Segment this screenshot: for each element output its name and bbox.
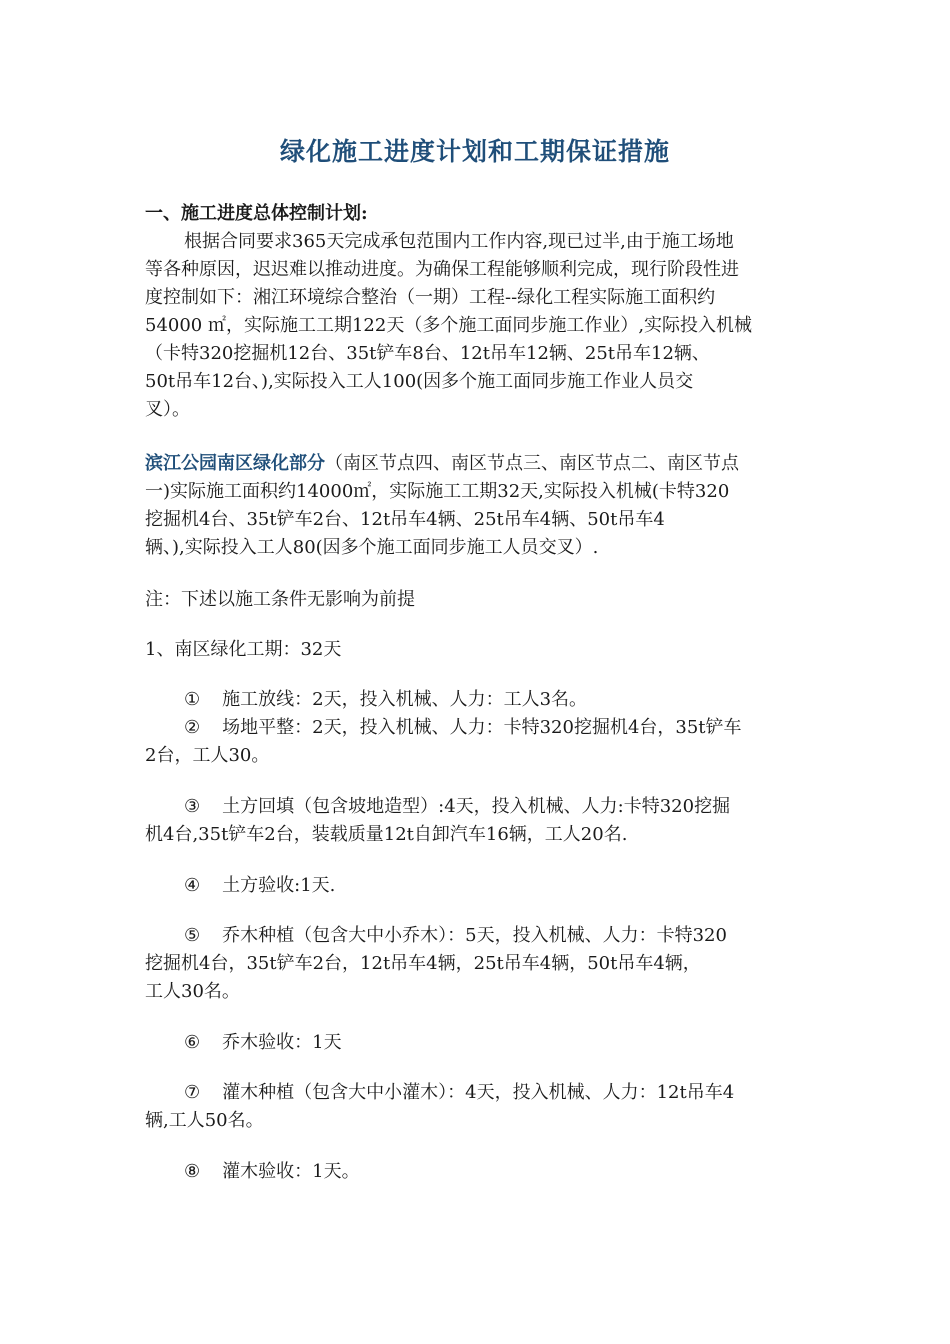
step-text: 乔木种植（包含大中小乔木）：5天，投入机械、人力：卡特320 — [222, 925, 727, 946]
step-text: 场地平整：2天，投入机械、人力：卡特320挖掘机4台，35t铲车 — [222, 717, 742, 738]
step-text: 灌木验收：1天。 — [222, 1161, 360, 1182]
step-item — [184, 714, 742, 742]
paragraph-line: 辆、),实际投入工人80(因多个施工面同步施工人员交叉）. — [145, 537, 599, 558]
step-text: 土方验收:1天. — [222, 875, 336, 896]
paragraph-line: 根据合同要求365天完成承包范围内工作内容,现已过半,由于施工场地 — [184, 231, 734, 252]
paragraph-line: 54000 ㎡，实际施工工期122天（多个施工面同步施工作业）,实际投入机械 — [145, 315, 753, 336]
step-text: 施工放线：2天，投入机械、人力：工人3名。 — [222, 689, 588, 710]
bold-lead: 滨江公园南区绿化部分 — [145, 453, 325, 474]
step-continuation: 辆,工人50名。 — [145, 1110, 264, 1131]
paragraph-line: 一)实际施工面积约14000㎡，实际施工工期32天,实际投入机械(卡特320 — [145, 481, 730, 502]
step-continuation: 2台，工人30。 — [145, 745, 270, 766]
step-text: 土方回填（包含坡地造型）:4天，投入机械、人力:卡特320挖掘 — [222, 796, 731, 817]
step-number: ⑥ — [184, 1032, 201, 1053]
step-item — [184, 1158, 360, 1186]
schedule-heading: 1、南区绿化工期：32天 — [145, 639, 342, 660]
step-number: ① — [184, 689, 201, 710]
step-text: 乔木验收：1天 — [222, 1032, 342, 1053]
paragraph-line: （卡特320挖掘机12台、35t铲车8台、12t吊车12辆、25t吊车12辆、 — [145, 343, 710, 364]
step-item — [184, 922, 727, 950]
step-item — [184, 872, 335, 900]
step-item — [184, 793, 730, 821]
step-number: ② — [184, 717, 201, 738]
section-heading: 一、施工进度总体控制计划: — [145, 203, 368, 224]
document-title: 绿化施工进度计划和工期保证措施 — [279, 137, 670, 166]
step-continuation: 机4台,35t铲车2台，装载质量12t自卸汽车16辆，工人20名. — [145, 824, 628, 845]
step-item — [184, 1079, 734, 1107]
step-text: 灌木种植（包含大中小灌木）：4天，投入机械、人力：12t吊车4 — [222, 1082, 735, 1103]
step-item — [184, 1029, 342, 1057]
step-number: ⑦ — [184, 1082, 201, 1103]
step-number: ⑤ — [184, 925, 201, 946]
paragraph-line: 挖掘机4台、35t铲车2台、12t吊车4辆、25t吊车4辆、50t吊车4 — [145, 509, 665, 530]
paragraph-line: 50t吊车12台、),实际投入工人100(因多个施工面同步施工作业人员交 — [145, 371, 694, 392]
step-number: ③ — [184, 796, 201, 817]
paragraph-line: 等各种原因，迟迟难以推动进度。为确保工程能够顺利完成，现行阶段性进 — [145, 259, 739, 280]
step-item — [184, 686, 587, 714]
step-number: ⑧ — [184, 1161, 201, 1182]
step-continuation: 挖掘机4台，35t铲车2台，12t吊车4辆，25t吊车4辆，50t吊车4辆， — [145, 953, 701, 974]
paragraph-line — [145, 450, 739, 478]
paragraph-line: 度控制如下：湘江环境综合整治（一期）工程--绿化工程实际施工面积约 — [145, 287, 716, 308]
paragraph-line-rest: （南区节点四、南区节点三、南区节点二、南区节点 — [325, 453, 739, 474]
note: 注：下述以施工条件无影响为前提 — [145, 589, 415, 610]
step-continuation: 工人30名。 — [145, 981, 240, 1002]
paragraph-line: 叉）。 — [145, 399, 190, 420]
step-number: ④ — [184, 875, 201, 896]
